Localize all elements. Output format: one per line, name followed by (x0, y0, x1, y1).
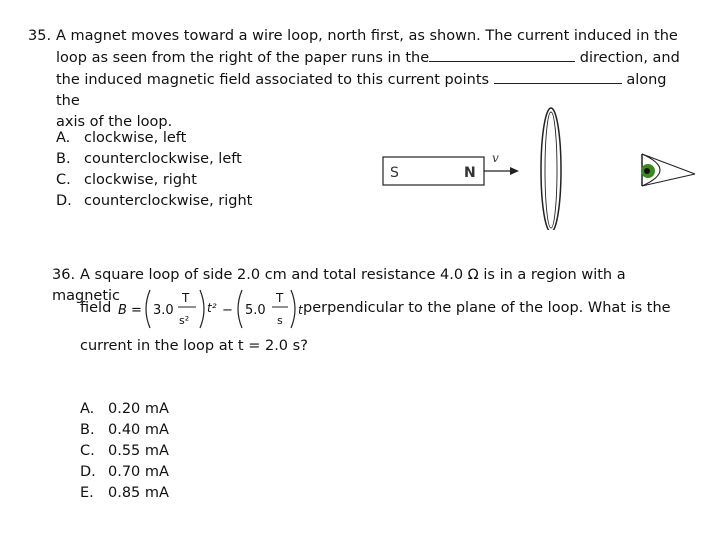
choice-text: counterclockwise, left (84, 151, 242, 167)
q35-line-3-text: the induced magnetic field associated to this current points (56, 72, 490, 88)
magnet-loop-figure (380, 100, 710, 230)
q36-field-line (80, 286, 700, 332)
eye-icon (641, 154, 695, 186)
q36-choice-e[interactable] (80, 483, 169, 504)
choice-text: 0.40 mA (108, 422, 169, 438)
velocity-arrow (484, 151, 519, 175)
eye-pupil (644, 168, 650, 174)
choice-text: 0.85 mA (108, 485, 169, 501)
choice-letter: D. (80, 464, 96, 480)
choice-text: clockwise, right (84, 172, 197, 188)
magnetic-field-formula (116, 286, 306, 332)
formula-t-squared: t² (207, 301, 217, 315)
q35-line-1 (28, 26, 688, 47)
q36-choice-c[interactable] (80, 441, 169, 462)
question-36-choices (80, 399, 169, 504)
question-36-number: 36. (52, 267, 76, 283)
q36-line-1-text: A square loop of side 2.0 cm and total resistance 4.0 Ω is in a region with a magnetic (52, 267, 626, 304)
q36-choice-b[interactable] (80, 420, 169, 441)
formula-unit-1-den: s² (179, 314, 190, 327)
q36-line-3-text: current in the loop at t = 2.0 s? (80, 338, 308, 354)
question-35-choices (56, 128, 252, 212)
answer-blank-field (494, 69, 622, 84)
formula-unit-2-den: s (277, 314, 283, 327)
formula-minus: − (222, 303, 233, 318)
choice-letter: D. (56, 193, 72, 209)
formula-t: t (298, 303, 303, 317)
q35-line-2 (28, 47, 688, 69)
choice-letter: B. (80, 422, 95, 438)
question-35-number: 35. (28, 28, 52, 44)
choice-letter: A. (56, 130, 71, 146)
wire-loop (541, 108, 561, 230)
choice-text: 0.70 mA (108, 464, 169, 480)
formula-unit-1-num: T (182, 291, 190, 305)
q35-choice-d[interactable] (56, 191, 252, 212)
field-label: field (80, 300, 112, 316)
velocity-label: v (492, 151, 499, 165)
choice-text: 0.55 mA (108, 443, 169, 459)
choice-letter: C. (56, 172, 71, 188)
q35-line-1-text: A magnet moves toward a wire loop, north first, as shown. The current induced in the (56, 28, 678, 44)
choice-letter: C. (80, 443, 95, 459)
choice-letter: A. (80, 401, 95, 417)
formula-lhs: B = (118, 303, 142, 318)
q35-choice-c[interactable] (56, 170, 252, 191)
magnet-north-label: N (464, 165, 476, 181)
q36-line-2-tail: perpendicular to the plane of the loop. What is the (303, 300, 671, 316)
bar-magnet (383, 157, 484, 185)
choice-letter: E. (80, 485, 94, 501)
formula-unit-2-num: T (276, 291, 284, 305)
choice-text: clockwise, left (84, 130, 187, 146)
choice-text: counterclockwise, right (84, 193, 253, 209)
q35-line-2-text: loop as seen from the right of the paper runs in the (56, 50, 430, 66)
answer-blank-direction (429, 47, 575, 62)
q36-choice-d[interactable] (80, 462, 169, 483)
q35-line-4-text: axis of the loop. (56, 114, 173, 130)
choice-text: 0.20 mA (108, 401, 169, 417)
formula-coefficient-1: 3.0 (153, 303, 174, 318)
q35-choice-b[interactable] (56, 149, 252, 170)
q36-choice-a[interactable] (80, 399, 169, 420)
magnet-south-label: S (390, 165, 399, 181)
q35-line-2-tail: direction, and (579, 50, 680, 66)
q35-line-3-tail: along the (56, 72, 667, 109)
formula-coefficient-2: 5.0 (245, 303, 266, 318)
q35-choice-a[interactable] (56, 128, 252, 149)
choice-letter: B. (56, 151, 71, 167)
